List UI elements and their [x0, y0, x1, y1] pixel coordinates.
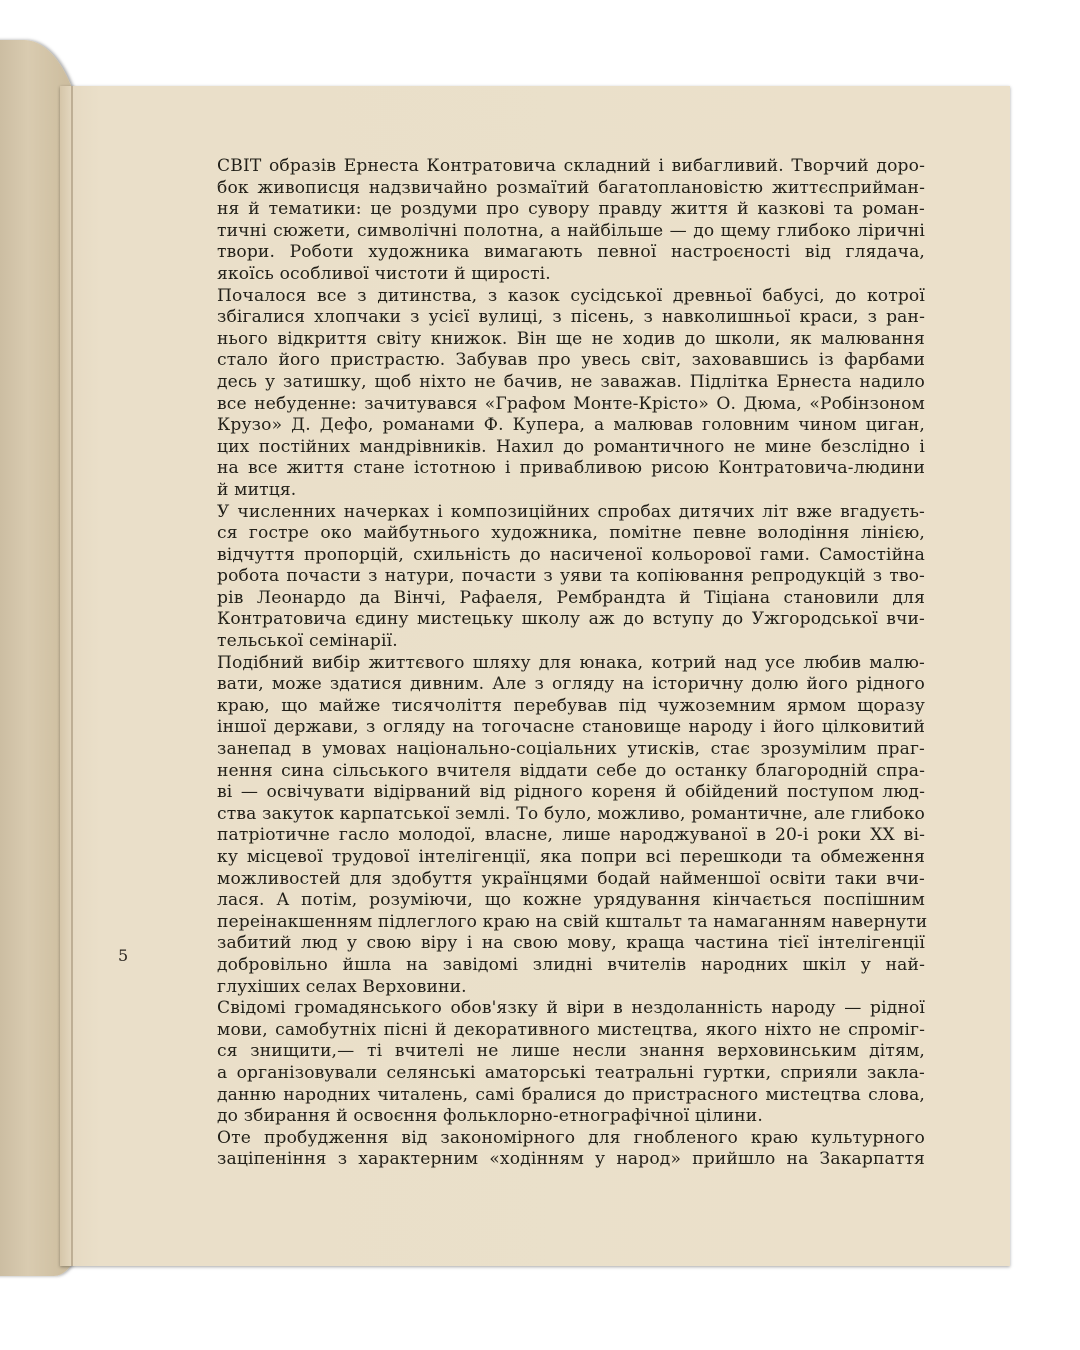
text-line: робота почасти з натури, почасти з уяви та копіювання репродукцій з тво- [217, 566, 925, 587]
text-line: твори. Роботи художника вимагають певної настроєності від глядача, [217, 242, 925, 263]
text-line: Оте пробудження від закономірного для гнобленого краю культурного [217, 1127, 925, 1148]
text-line: якоїсь особливої чистоти й щирості. [217, 263, 551, 284]
paragraph [217, 286, 925, 502]
text-line: збігалися хлопчаки з усієї вулиці, з пісень, з навколишньої краси, з ран- [217, 307, 925, 328]
paragraph [217, 652, 928, 999]
text-line: мови, самобутніх пісні й декоративного мистецтва, якого ніхто не спроміг- [217, 1019, 925, 1040]
book-page [60, 86, 1010, 1266]
text-line: Контратовича єдину мистецьку школу аж до вступу до Ужгородської вчи- [217, 609, 925, 630]
text-line: ся знищити,— ті вчителі не лише несли знання верховинським дітям, [217, 1041, 925, 1062]
text-line: Свідомі громадянського обов'язку й віри в нездоланність народу — рідної [217, 998, 925, 1019]
text-line: відчуття пропорцій, схильність до насиченої кольорової гами. Самостійна [217, 544, 925, 565]
text-line: ня й тематики: це роздуми про сувору правду життя й казкові та роман- [217, 199, 925, 220]
text-line: Почалося все з дитинства, з казок сусідської древньої бабусі, до котрої [217, 285, 925, 306]
paragraph [217, 502, 925, 653]
page-number: 5 [118, 946, 129, 965]
text-line: патріотичне гасло молодої, власне, лише народжуваної в 20-і роки XX ві- [217, 825, 925, 846]
paragraph [217, 156, 925, 286]
text-line: ві — освічувати відірваний від рідного кореня й обійдений поступом люд- [217, 782, 925, 803]
text-line: нення сина сільського вчителя віддати себе до останку благородній спра- [217, 760, 925, 781]
text-line: й митця. [217, 479, 297, 500]
text-line: глухіших селах Верховини. [217, 976, 467, 997]
paragraph [217, 998, 925, 1128]
text-line: іншої держави, з огляду на тогочасне становище народу і його цілковитий [217, 717, 925, 738]
text-line: лася. А потім, розуміючи, що кожне урядування кінчається поспішним [217, 890, 925, 911]
text-line: ся гостре око майбутнього художника, помітне певне володіння лінією, [217, 523, 925, 544]
text-line: тельської семінарії. [217, 631, 398, 652]
text-line: добровільно йшла на завідомі злидні вчителів народних шкіл у най- [217, 954, 925, 975]
text-line: ку місцевої трудової інтелігенції, яка попри всі перешкоди та обмеження [217, 847, 925, 867]
text-line: до збирання й освоєння фольклорно-етнографічної цілини. [217, 1106, 763, 1127]
text-line: СВІТ образів Ернеста Контратовича складний і вибагливий. Творчий доро- [217, 156, 925, 176]
text-line: можливостей для здобуття українцями бодай найменшої освіти таки вчи- [217, 868, 925, 889]
text-line: Крузо» Д. Дефо, романами Ф. Купера, а малював головним чином циган, [217, 415, 925, 436]
text-line: десь у затишку, щоб ніхто не бачив, не заважав. Підлітка Ернеста надило [217, 371, 925, 392]
text-line: вати, може здатися дивним. Але з огляду на історичну долю його рідного [217, 674, 925, 695]
text-line: стало його пристрастю. Забував про увесь світ, заховавшись із фарбами [217, 350, 925, 371]
text-line: переінакшенням підлеглого краю на свій кштальт та намаганням навернути [217, 911, 928, 932]
text-line: забитий люд у свою віру і на свою мову, краща частина тієї інтелігенції [217, 933, 925, 954]
body-text [217, 156, 928, 1171]
text-line: цих постійних мандрівників. Нахил до романтичного не мине безслідно і [217, 436, 925, 457]
text-line: заціпеніння з характерним «ходінням у народ» прийшло на Закарпаття [217, 1149, 925, 1170]
text-line: занепад в умовах національно-соціальних утисків, стає зрозумілим праг- [217, 739, 925, 760]
text-line: данню народних читалень, самі бралися до пристрасного мистецтва слова, [217, 1084, 925, 1105]
binding-edge [71, 86, 73, 1266]
text-line: тичні сюжети, символічні полотна, а найбільше — до щему глибоко ліричні [217, 220, 925, 241]
text-line: ства закуток карпатської землі. То було, можливо, романтичне, але глибоко [217, 803, 925, 824]
text-line: а організовували селянські аматорські театральні гуртки, сприяли закла- [217, 1062, 925, 1083]
text-line: Подібний вибір життєвого шляху для юнака, котрий над усе любив малю- [217, 652, 925, 673]
text-line: бок живописця надзвичайно розмаїтий багатоплановістю життєсприйман- [217, 177, 925, 198]
text-line: краю, що майже тисячоліття перебував під чужоземним ярмом щоразу [217, 695, 925, 716]
text-line: нього відкриття світу книжок. Він ще не ходив до школи, як малювання [217, 328, 925, 349]
text-line: на все життя стане істотною і привабливою рисою Контратовича-людини [217, 458, 925, 479]
text-line: рів Леонардо да Вінчі, Рафаеля, Рембрандта й Тіціана становили для [217, 587, 925, 608]
text-line: У численних начерках і композиційних спробах дитячих літ вже вгадуєть- [217, 501, 925, 522]
paragraph [217, 1128, 925, 1171]
text-line: все небуденне: зачитувався «Графом Монте-Крісто» О. Дюма, «Робінзоном [217, 393, 925, 414]
